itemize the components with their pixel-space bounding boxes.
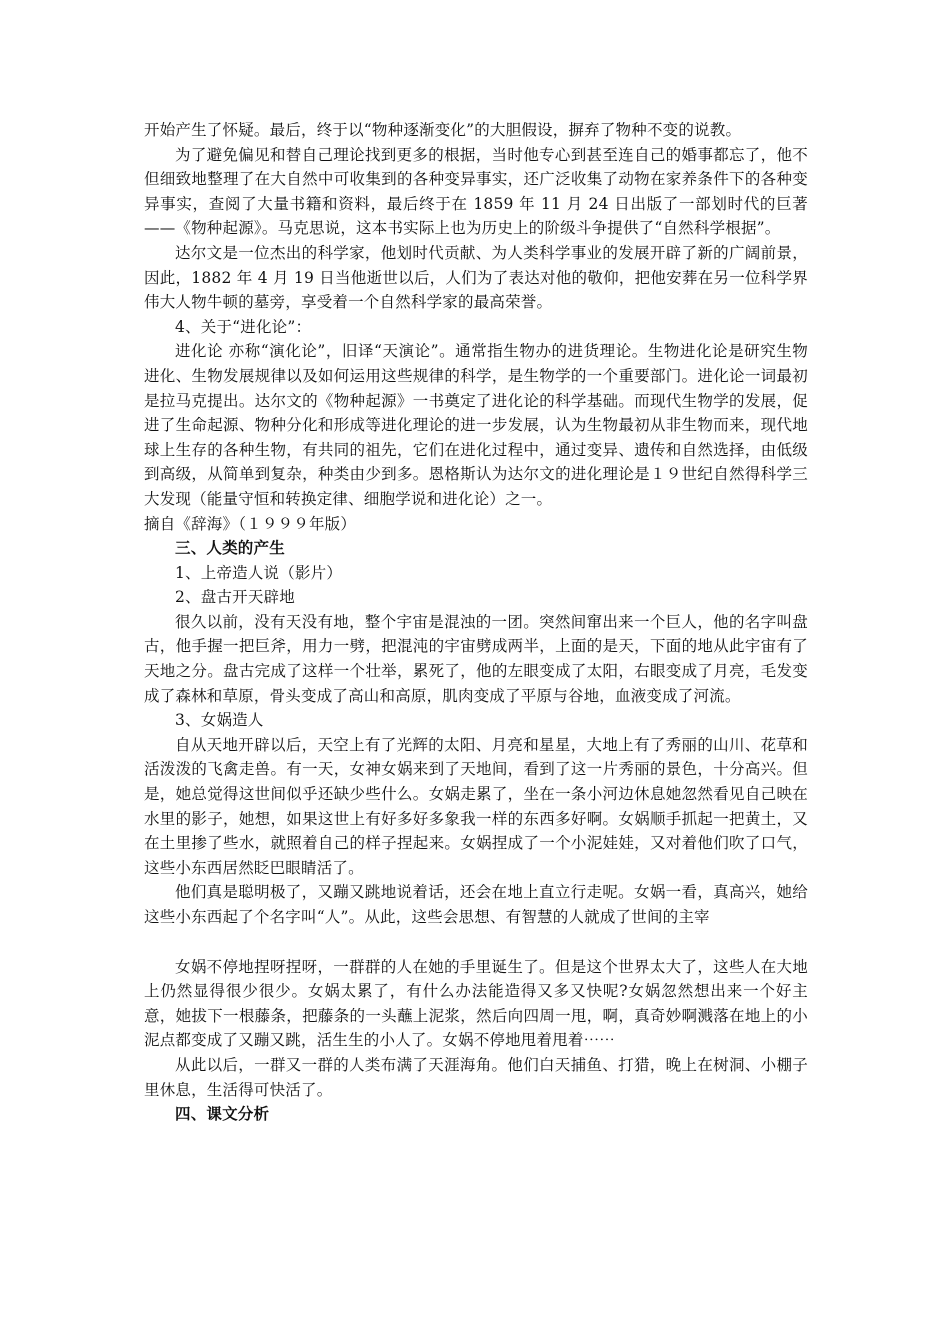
paragraph-evolution-definition: 进化论 亦称“演化论”，旧译“天演论”。通常指生物办的进货理论。生物进化论是研究生物进化、生物发展规律以及如何运用这些规律的科学，是生物学的一个重要部门。进化论一词最初是拉马克提出。达尔文的《物种起源》一书奠定了进化论的科学基础。而现代生物学的发展，促进了生命起源、物种分化和形成等进化理论的进一步发展，认为生物最初从非生物而来，现代地球上生存的各种生物，有共同的祖先，它们在进化过程中，通过变异、遗传和自然选择，由低级到高级，从简单到复杂，种类由少到多。恩格斯认为达尔文的进化理论是１９世纪自然得科学三大发现（能量守恒和转换定律、细胞学说和进化论）之一。 xyxy=(144,342,808,508)
subheading-pangu: 2、盘古开天辟地 xyxy=(175,588,295,607)
paragraph-nuwa-story-1: 自从天地开辟以后，天空上有了光辉的太阳、月亮和星星，大地上有了秀丽的山川、花草和活泼泼的飞禽走兽。有一天，女神女娲来到了天地间，看到了这一片秀丽的景色，十分高兴。但是，她总觉得这世间似乎还缺少些什么。女娲走累了，坐在一条小河边休息她忽然看见自己映在水里的影子，她想，如果这世上有好多好多象我一样的东西多好啊。女娲顺手抓起一把黄土，又在土里掺了些水，就照着自己的样子捏起来。女娲捏成了一个小泥娃娃，又对着他们吹了口气，这些小东西居然眨巴眼睛活了。 xyxy=(144,735,808,877)
document-page xyxy=(144,118,808,1127)
paragraph-nuwa-story-4: 从此以后，一群又一群的人类布满了天涯海角。他们白天捕鱼、打猎，晚上在树洞、小棚子里休息，生活得可快活了。 xyxy=(144,1055,808,1099)
paragraph-pangu-story: 很久以前，没有天没有地，整个宇宙是混浊的一团。突然间窜出来一个巨人，他的名字叫盘古，他手握一把巨斧，用力一劈，把混沌的宇宙劈成两半，上面的是天，下面的地从此宇宙有了天地之分。盘古完成了这样一个壮举，累死了，他的左眼变成了太阳，右眼变成了月亮，毛发变成了森林和草原，骨头变成了高山和高原，肌肉变成了平原与谷地，血液变成了河流。 xyxy=(144,612,808,705)
paragraph-nuwa-story-2: 他们真是聪明极了，又蹦又跳地说着话，还会在地上直立行走呢。女娲一看，真高兴，她给这些小东西起了个名字叫“人”。从此，这些会思想、有智慧的人就成了世间的主宰 xyxy=(144,883,808,926)
subheading-nuwa: 3、女娲造人 xyxy=(175,711,264,730)
blank-line xyxy=(144,930,808,955)
paragraph-origin-of-species: 为了避免偏见和替自己理论找到更多的根据，当时他专心到甚至连自己的婚事都忘了，他不但细致地整理了在大自然中可收集到的各种变异事实，还广泛收集了动物在家养条件下的各种变异事实，查阅了大量书籍和资料，最后终于在 1859 年 11 月 24 日出版了一部划时代的巨著——《物种起源》。马克思说，这本书实际上也为历史上的阶级斗争提供了“自然科学根据”。 xyxy=(144,145,808,238)
subheading-god-creation: 1、上帝造人说（影片） xyxy=(175,563,343,582)
citation-cihai: 摘自《辞海》（１９９９年版） xyxy=(144,514,357,533)
section-heading-text-analysis: 四、课文分析 xyxy=(175,1104,270,1124)
paragraph-darwin-doubt: 开始产生了怀疑。最后，终于以“物种逐渐变化”的大胆假设，摒弃了物种不变的说教。 xyxy=(144,121,742,139)
paragraph-nuwa-story-3: 女娲不停地捏呀捏呀，一群群的人在她的手里诞生了。但是这个世界太大了，这些人在大地上仍然显得很少很少。女娲太累了，有什么办法能造得又多又快呢?女娲忽然想出来一个好主意，她拔下一根藤条，把藤条的一头蘸上泥浆，然后向四周一甩，啊，真奇妙啊溅落在地上的小泥点都变成了又蹦又跳，活生生的小人了。女娲不停地甩着甩着⋯⋯ xyxy=(144,957,808,1050)
section-heading-human-origin: 三、人类的产生 xyxy=(175,538,285,558)
heading-evolution-theory: 4、关于“进化论”： xyxy=(175,317,312,336)
paragraph-darwin-honor: 达尔文是一位杰出的科学家，他划时代贡献、为人类科学事业的发展开辟了新的广阔前景，因此，1882 年 4 月 19 日当他逝世以后，人们为了表达对他的敬仰，把他安葬在另一位科学界伟大人物牛顿的墓旁，享受着一个自然科学家的最高荣誉。 xyxy=(144,243,808,312)
